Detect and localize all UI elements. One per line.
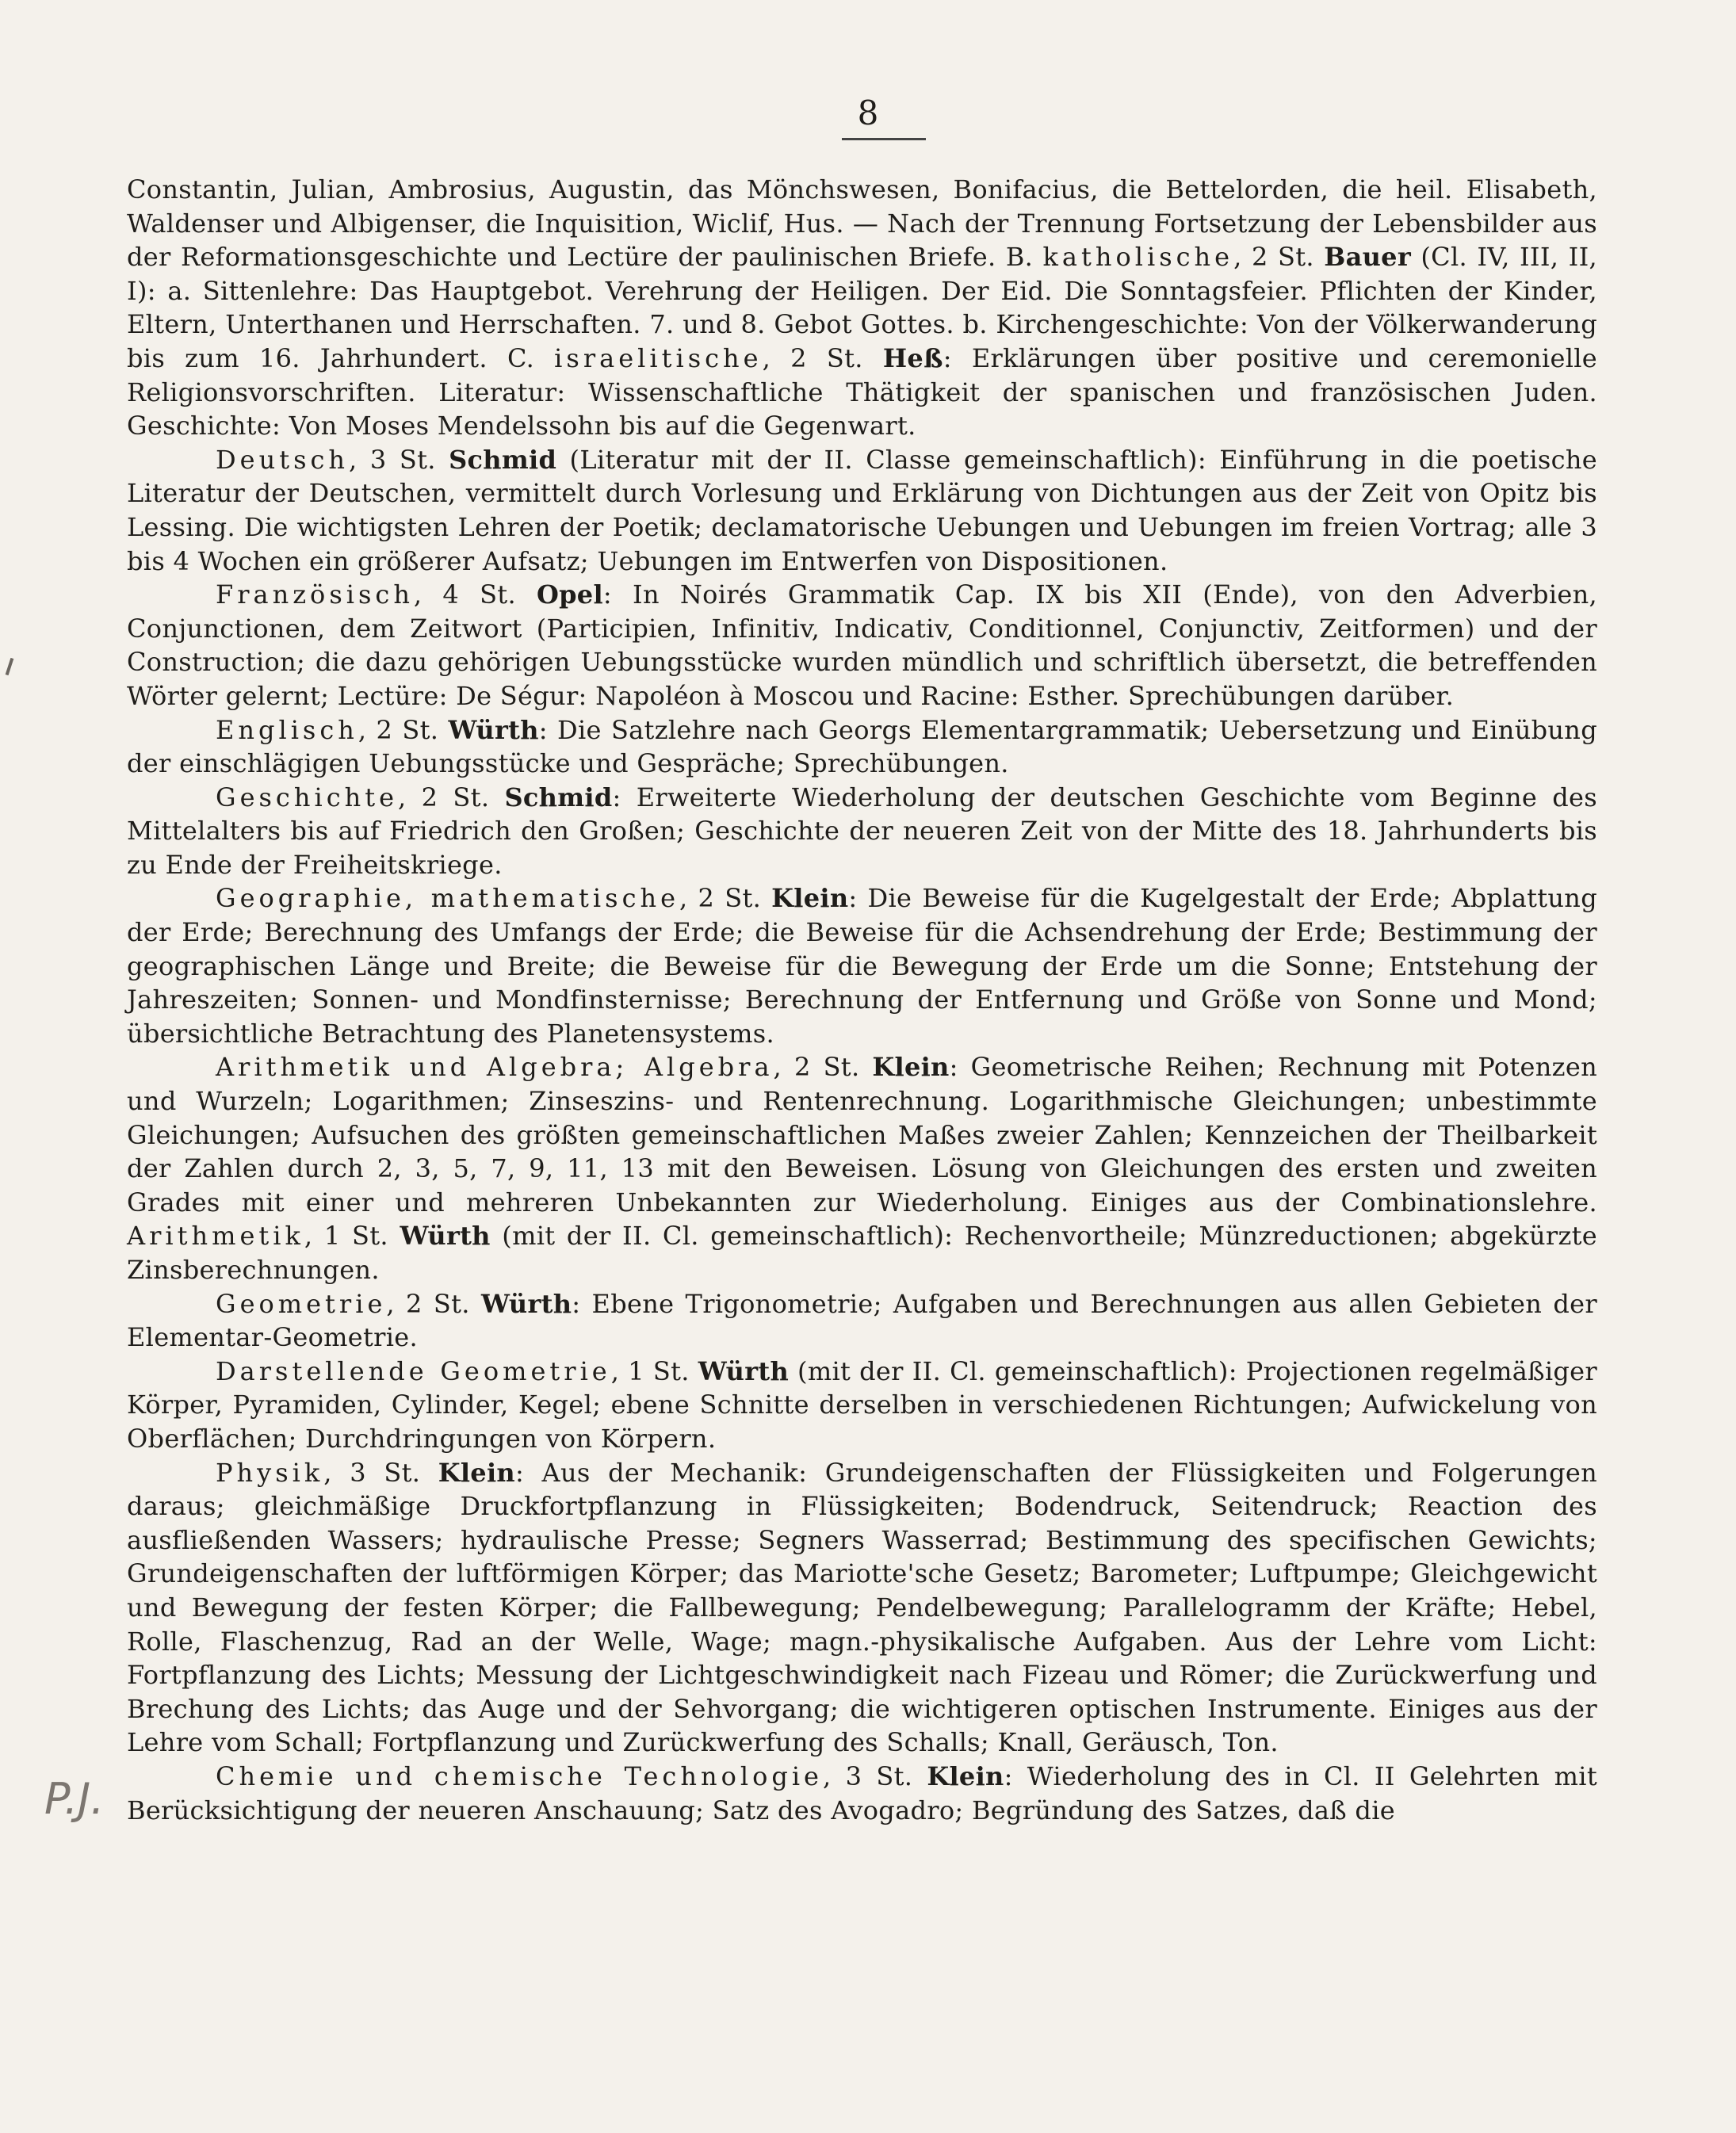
subject-name: Französisch: [216, 579, 414, 610]
body-text: [127, 173, 1597, 1827]
teacher-name: Klein: [927, 1760, 1004, 1791]
paragraph-franzoesisch: Französisch, 4 St. Opel: In Noirés Grammatik Cap. IX bis XII (Ende), von den Adverbien, Conjunctionen, dem Zeitwort (Participien, Infinitiv, Indicativ, Conditionnel, Conjunctiv, Zeitformen) und der Construction; die dazu gehörigen Uebungsstücke wurden mündlich und schriftlich übersetzt, die betreffenden Wörter gelernt; Lectüre: De Ségur: Napoléon à Moscou und Racine: Esther. Sprechübungen darüber.: [127, 579, 1597, 711]
page-number: 8: [857, 94, 879, 132]
teacher-name: Klein: [872, 1052, 950, 1083]
teacher-name: Klein: [438, 1457, 515, 1488]
subject-name: Geschichte: [216, 782, 399, 812]
teacher-name: Schmid: [449, 444, 557, 475]
paragraph-chemie: Chemie und chemische Technologie, 3 St. Klein: Wiederholung des in Cl. II Gelehrten mit Berücksichtigung der neueren Anschauung; Satz des Avogadro; Begründung des Satzes, daß die: [127, 1760, 1597, 1825]
teacher-name: Bauer: [1324, 242, 1411, 273]
teacher-name: Heß: [882, 342, 943, 373]
subject-name: Geographie, mathematische: [216, 883, 680, 914]
subject-name: israelitische: [554, 342, 763, 373]
teacher-name: Opel: [536, 579, 603, 610]
subject-name: Arithmetik und Algebra; Algebra: [216, 1052, 774, 1083]
teacher-name: Würth: [400, 1221, 491, 1252]
paragraph-physik: Physik, 3 St. Klein: Aus der Mechanik: Grundeigenschaften der Flüssigkeiten und Folgerungen daraus; gleichmäßige Druckfortpflanzung in Flüssigkeiten; Bodendruck, Seitendruck; Reaction des ausfließenden Wassers; hydraulische Presse; Segners Wasserrad; Bestimmung des specifischen Gewichts; Grundeigenschaften der luftförmigen Körper; das Mariotte'sche Gesetz; Barometer; Luftpumpe; Gleichgewicht und Bewegung der festen Körper; die Fallbewegung; Pendelbewegung; Parallelogramm der Kräfte; Hebel, Rolle, Flaschenzug, Rad an der Welle, Wage; magn.-physikalische Aufgaben. Aus der Lehre vom Licht: Fortpflanzung des Lichts; Messung der Lichtgeschwindigkeit nach Fizeau und Römer; die Zurückwerfung und Brechung des Lichts; das Auge und der Sehvorgang; die wichtigeren optischen Instrumente. Einiges aus der Lehre vom Schall; Fortpflanzung und Zurückwerfung des Schalls; Knall, Geräusch, Ton.: [127, 1457, 1597, 1758]
subject-name: Physik: [216, 1457, 324, 1488]
paragraph-geschichte: Geschichte, 2 St. Schmid: Erweiterte Wiederholung der deutschen Geschichte vom Beginne des Mittelalters bis auf Friedrich den Großen; Geschichte der neueren Zeit von der Mitte des 18. Jahrhunderts bis zu Ende der Freiheitskriege.: [127, 782, 1597, 880]
paragraph-religion: Constantin, Julian, Ambrosius, Augustin, das Mönchswesen, Bonifacius, die Bettelorden, die heil. Elisabeth, Waldenser und Albigenser, die Inquisition, Wiclif, Hus. — Nach der Trennung Fortsetzung der Lebensbilder aus der Reformationsgeschichte und Lectüre der paulinischen Briefe. B. katholische, 2 St. Bauer (Cl. IV, III, II, I): a. Sittenlehre: Das Hauptgebot. Verehrung der Heiligen. Der Eid. Die Sonntagsfeier. Pflichten der Kinder, Eltern, Unterthanen und Herrschaften. 7. und 8. Gebot Gottes. b. Kirchengeschichte: Von der Völkerwanderung bis zum 16. Jahrhundert. C. israelitische, 2 St. Heß: Erklärungen über positive und ceremonielle Religionsvorschriften. Literatur: Wissenschaftliche Thätigkeit der spanischen und französischen Juden. Geschichte: Von Moses Mendelssohn bis auf die Gegenwart.: [127, 174, 1598, 442]
paragraph-geographie: Geographie, mathematische, 2 St. Klein: Die Beweise für die Kugelgestalt der Erde; Abplattung der Erde; Berechnung des Umfangs der Erde; die Beweise für die Achsendrehung der Erde; Bestimmung der geographischen Länge und Breite; die Beweise für die Bewegung der Erde um die Sonne; Entstehung der Jahreszeiten; Sonnen- und Mondfinsternisse; Berechnung der Entfernung und Größe von Sonne und Mond; übersichtliche Betrachtung des Planetensystems.: [127, 883, 1597, 1049]
subject-name: katholische: [1042, 242, 1234, 273]
paragraph-geometrie: Geometrie, 2 St. Würth: Ebene Trigonometrie; Aufgaben und Berechnungen aus allen Gebieten der Elementar-Geometrie.: [127, 1288, 1597, 1353]
subject-name: Darstellende Geometrie: [216, 1355, 611, 1386]
header-rule: [842, 138, 926, 140]
teacher-name: Würth: [448, 714, 539, 745]
subject-name: Geometrie: [216, 1288, 387, 1319]
subject-name: Englisch: [216, 714, 358, 745]
teacher-name: Würth: [698, 1355, 790, 1386]
paragraph-deutsch: Deutsch, 3 St. Schmid (Literatur mit der II. Classe gemeinschaftlich): Einführung in die poetische Literatur der Deutschen, vermittelt durch Vorlesung und Erklärung von Dichtungen aus der Zeit von Opitz bis Lessing. Die wichtigsten Lehren der Poetik; declamatorische Uebungen und Uebungen im freien Vortrag; alle 3 bis 4 Wochen ein größerer Aufsatz; Uebungen im Entwerfen von Dispositionen.: [127, 444, 1597, 576]
subject-name: Deutsch: [216, 444, 350, 475]
margin-tick-mark: [6, 658, 14, 675]
teacher-name: Würth: [480, 1288, 572, 1319]
margin-handwritten-note: P.J.: [44, 1774, 105, 1824]
teacher-name: Klein: [771, 883, 849, 914]
paragraph-darstellende-geometrie: Darstellende Geometrie, 1 St. Würth (mit der II. Cl. gemeinschaftlich): Projectionen regelmäßiger Körper, Pyramiden, Cylinder, Kegel; ebene Schnitte derselben in verschiedenen Richtungen; Aufwickelung von Oberflächen; Durchdringungen von Körpern.: [127, 1355, 1598, 1454]
paragraph-arithmetik-algebra: Arithmetik und Algebra; Algebra, 2 St. Klein: Geometrische Reihen; Rechnung mit Potenzen und Wurzeln; Logarithmen; Zinseszins- und Rentenrechnung. Logarithmische Gleichungen; unbestimmte Gleichungen; Aufsuchen des größten gemeinschaftlichen Maßes zweier Zahlen; Kennzeichen der Theilbarkeit der Zahlen durch 2, 3, 5, 7, 9, 11, 13 mit den Beweisen. Lösung von Gleichungen des ersten und zweiten Grades mit einer und mehreren Unbekannten zur Wiederholung. Einiges aus der Combinationslehre. Arithmetik, 1 St. Würth (mit der II. Cl. gemeinschaftlich): Rechenvortheile; Münzreductionen; abgekürzte Zinsberechnungen.: [127, 1052, 1598, 1285]
paragraph-englisch: Englisch, 2 St. Würth: Die Satzlehre nach Georgs Elementargrammatik; Uebersetzung und Einübung der einschlägigen Uebungsstücke und Gespräche; Sprechübungen.: [127, 714, 1597, 779]
teacher-name: Schmid: [504, 782, 613, 812]
subject-name: Arithmetik: [127, 1221, 304, 1252]
subject-name: Chemie und chemische Technologie: [216, 1760, 823, 1791]
